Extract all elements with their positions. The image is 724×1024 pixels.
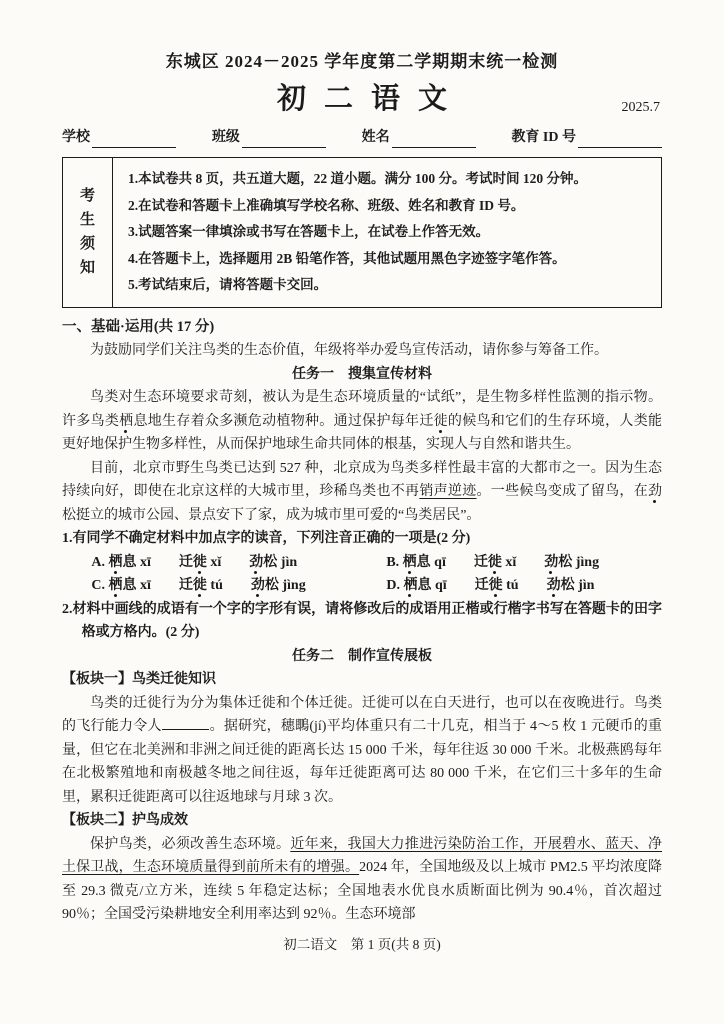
page-footer: 初二语文 第 1 页(共 8 页) bbox=[283, 936, 441, 952]
student-info-row bbox=[62, 128, 662, 148]
notice-item: 4.在答题卡上，选择题用 2B 铅笔作答，其他试题用黑色字迹签字笔作答。 bbox=[128, 250, 566, 266]
education-id-label: 教育 ID 号 bbox=[511, 130, 576, 145]
section-1-heading: 一、基础·运用(共 17 分) bbox=[62, 318, 215, 335]
notice-items bbox=[113, 158, 661, 307]
name-label: 姓名 bbox=[361, 130, 390, 145]
class-blank bbox=[242, 133, 326, 148]
exam-date: 2025.7 bbox=[621, 100, 660, 115]
school-blank bbox=[92, 133, 176, 148]
education-id-field bbox=[511, 128, 662, 148]
board-2-paragraph: 保护鸟类，必须改善生态环境。近年来，我国大力推进污染防治工作，开展碧水、蓝天、净土保卫战，生态环境质量得到前所未有的增强。2024 年，全国地级及以上城市 PM2.5 平均浓度降至 29.3 微克/立方米，连续 5 年稳定达标；全国地表水优良水质断面比例为 90.4％，首次超过 90％；全国受污染耕地安全利用率达到 92％。生态环境部 bbox=[62, 836, 663, 922]
option-d: D. 栖息 qī 迁徙 tú 劲松 jìn bbox=[386, 578, 595, 593]
school-field bbox=[62, 128, 176, 148]
notice-item: 1.本试卷共 8 页，共五道大题，22 道小题。满分 100 分。考试时间 120 分钟。 bbox=[128, 171, 587, 186]
option-a: A. 栖息 xī 迁徙 xǐ 劲松 jìn bbox=[91, 554, 298, 570]
examinee-notice-box bbox=[62, 157, 662, 308]
material-paragraph-1: 鸟类对生态环境要求苛刻，被认为是生态环境质量的“试纸”，是生物多样性监测的指示物。许多鸟类栖息地生存着众多濒危动植物种。通过保护每年迁徙的候鸟和它们的生存环境，人类能更好地保护生物多样性，从而保护地球生命共同体的根基，实现人与自然和谐共生。 bbox=[62, 390, 663, 452]
section-1-intro: 为鼓励同学们关注鸟类的生态价值，年级将举办爱鸟宣传活动，请你参与筹备工作。 bbox=[90, 343, 608, 358]
class-field bbox=[212, 128, 326, 148]
board-1-heading: 【板块一】鸟类迁徙知识 bbox=[62, 672, 216, 687]
subject-row bbox=[62, 79, 662, 119]
notice-item: 2.在试卷和答题卡上准确填写学校名称、班级、姓名和教育 ID 号。 bbox=[128, 197, 525, 213]
material-paragraph-2: 目前，北京市野生鸟类已达到 527 种，北京成为鸟类多样性最丰富的大都市之一。因为生态持续向好，即使在北京这样的大城市里，珍稀鸟类也不再销声逆迹。一些候鸟变成了留鸟，在劲松挺立的城市公园、景点安下了家，成为城市里可爱的“鸟类居民”。 bbox=[62, 460, 663, 523]
notice-item: 3.试题答案一律填涂或书写在答题卡上，在试卷上作答无效。 bbox=[128, 224, 490, 239]
education-id-blank bbox=[578, 133, 662, 148]
class-label: 班级 bbox=[211, 130, 240, 145]
task-2-heading: 任务二 制作宣传展板 bbox=[292, 648, 432, 664]
name-blank bbox=[392, 133, 476, 148]
board-1-paragraph: 鸟类的迁徙行为分为集体迁徙和个体迁徙。迁徙可以在白天进行，也可以在夜晚进行。鸟类的飞行能力令人 。据研究，穗䳭(jí)平均体重只有二十几克，相当于 4～5 枚 1 元硬币的重量，但它在北美洲和非洲之间迁徙的距离长达 15 000 千米，每年往返 30 000 千米。北极燕鸥每年在北极繁殖地和南极越冬地之间往返，每年迁徙距离可达 80 000 千米，在它们三十多年的生命里，累积迁徙距离可以往返地球与月球 3 次。 bbox=[62, 695, 663, 805]
name-field bbox=[362, 128, 476, 148]
task-1-heading: 任务一 搜集宣传材料 bbox=[292, 366, 432, 382]
subject-title: 初二语文 bbox=[277, 83, 465, 115]
option-c: C. 栖息 xī 迁徙 tú 劲松 jìng bbox=[91, 578, 306, 593]
exam-title: 东城区 2024－2025 学年度第二学期期末统一检测 bbox=[165, 52, 559, 71]
notice-side-label: 考 生 须 知 bbox=[63, 158, 113, 307]
notice-item: 5.考试结束后，请将答题卡交回。 bbox=[128, 277, 328, 292]
question-1-text: 1.有同学不确定材料中加点字的读音，下列注音正确的一项是(2 分) bbox=[62, 531, 471, 546]
paper-body bbox=[62, 316, 662, 956]
option-b: B. 栖息 qī 迁徙 xǐ 劲松 jìng bbox=[386, 554, 600, 570]
question-1-options bbox=[62, 551, 662, 598]
question-2-text: 2.材料中画线的成语有一个字的字形有误，请将修改后的成语用正楷或行楷字书写在答题卡的田字格或方格内。(2 分) bbox=[62, 601, 662, 640]
board-2-heading: 【板块二】护鸟成效 bbox=[62, 813, 188, 828]
school-label: 学校 bbox=[62, 130, 90, 145]
